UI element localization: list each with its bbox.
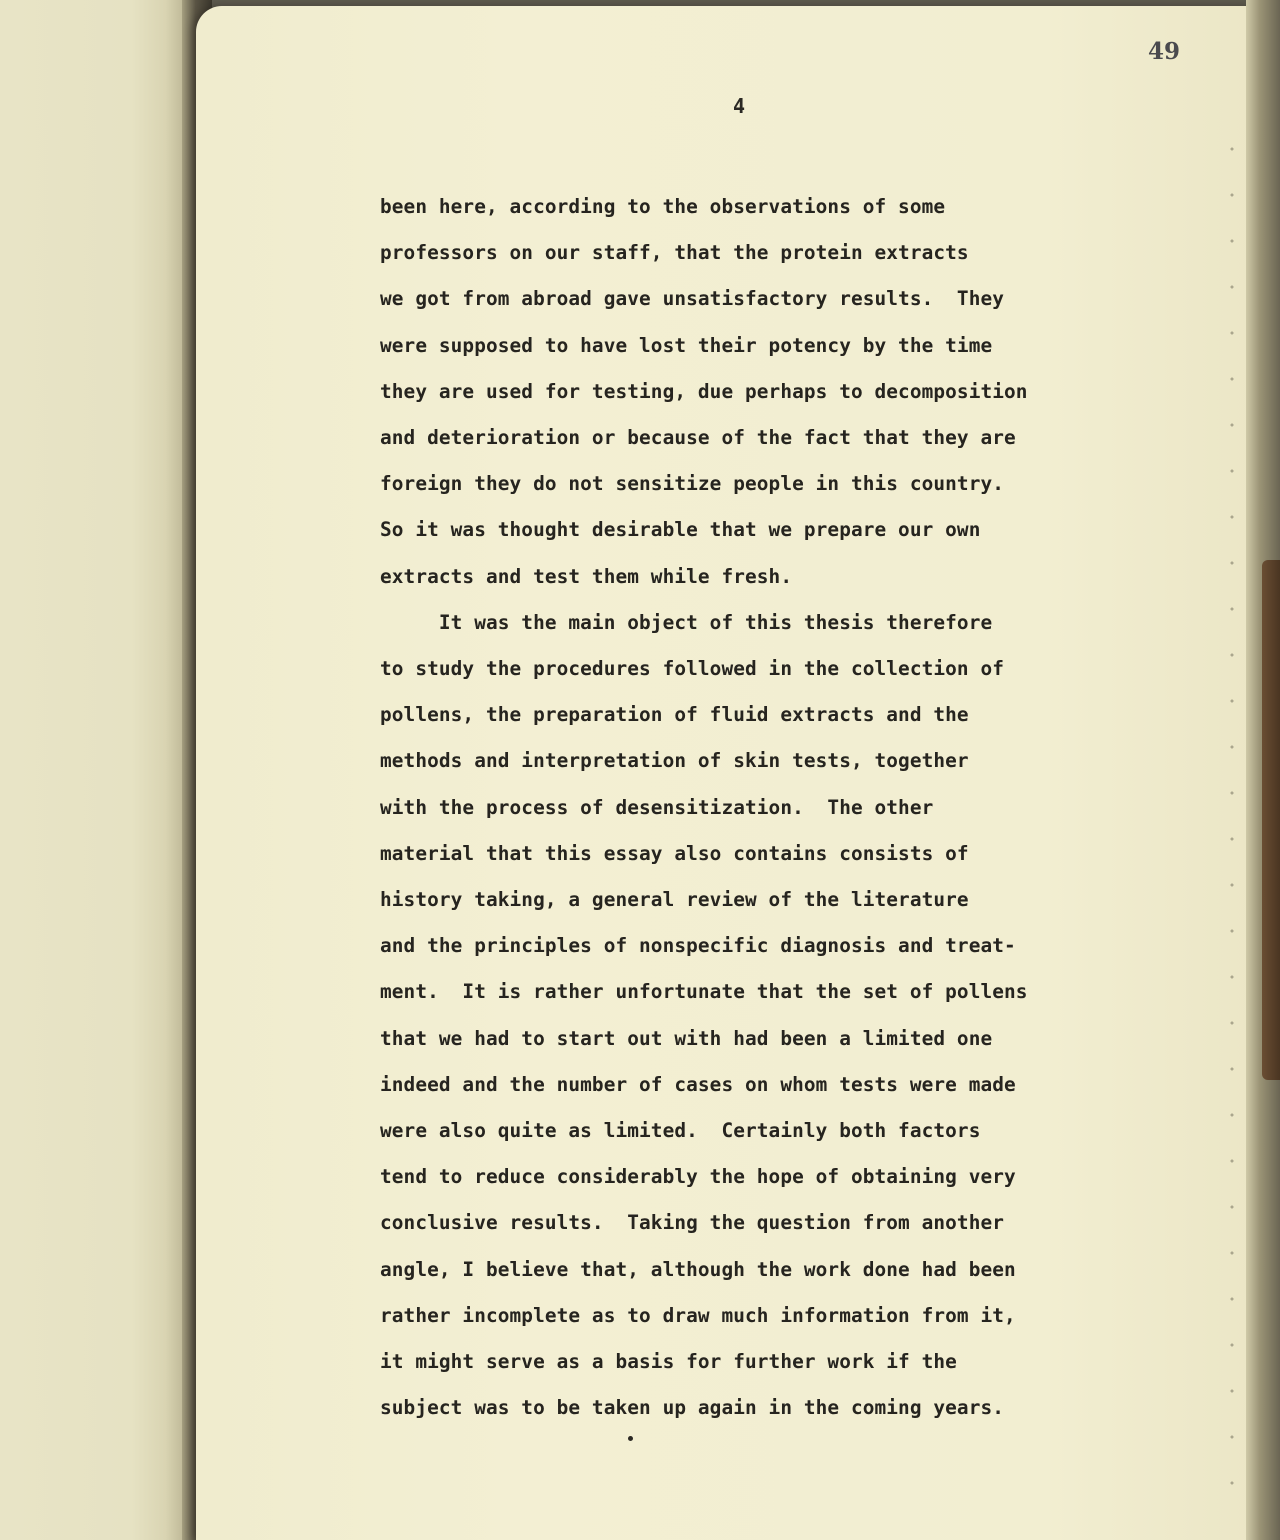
text-line: indeed and the number of cases on whom tests were made bbox=[380, 1072, 1016, 1096]
text-line: extracts and test them while fresh. bbox=[380, 564, 793, 588]
text-line: it might serve as a basis for further work if the bbox=[380, 1350, 957, 1374]
text-line: history taking, a general review of the literature bbox=[380, 888, 969, 912]
binding-strip bbox=[1262, 560, 1280, 1080]
text-line: foreign they do not sensitize people in this country. bbox=[380, 472, 1005, 496]
text-line: to study the procedures followed in the collection of bbox=[380, 657, 1005, 681]
text-line: were supposed to have lost their potency by the time bbox=[380, 333, 993, 357]
text-line: rather incomplete as to draw much information from it, bbox=[380, 1303, 1016, 1327]
archive-page-number: 49 bbox=[1147, 38, 1180, 65]
text-line: been here, according to the observations of some bbox=[380, 195, 946, 218]
text-line: and deterioration or because of the fact that they are bbox=[380, 426, 1016, 450]
text-line: ment. It is rather unfortunate that the set of pollens bbox=[380, 980, 1028, 1004]
text-line: were also quite as limited. Certainly both factors bbox=[380, 1119, 981, 1143]
text-line: with the process of desensitization. The other bbox=[380, 795, 934, 819]
text-line: conclusive results. Taking the question from another bbox=[380, 1211, 1005, 1235]
text-line: It was the main object of this thesis therefore bbox=[380, 610, 993, 634]
text-line: pollens, the preparation of fluid extracts and the bbox=[380, 703, 969, 727]
text-line: subject was to be taken up again in the coming years. bbox=[380, 1396, 1005, 1420]
text-line: and the principles of nonspecific diagnosis and treat- bbox=[380, 934, 1016, 958]
text-line: angle, I believe that, although the work done had been bbox=[380, 1257, 1016, 1281]
text-line: methods and interpretation of skin tests, together bbox=[380, 749, 969, 773]
text-line: tend to reduce considerably the hope of obtaining very bbox=[380, 1165, 1016, 1189]
margin-specks bbox=[1230, 126, 1234, 1506]
page-number: 4 bbox=[733, 94, 746, 118]
text-line: So it was thought desirable that we prepare our own bbox=[380, 518, 981, 542]
end-mark bbox=[628, 1436, 633, 1441]
text-line: they are used for testing, due perhaps to decomposition bbox=[380, 379, 1028, 403]
text-line: professors on our staff, that the protein extracts bbox=[380, 241, 969, 265]
text-line: we got from abroad gave unsatisfactory results. They bbox=[380, 287, 1005, 311]
text-line: material that this essay also contains consists of bbox=[380, 841, 969, 865]
body-text bbox=[380, 184, 1160, 1431]
text-line: that we had to start out with had been a limited one bbox=[380, 1026, 993, 1050]
facing-page bbox=[0, 0, 188, 1540]
typed-page bbox=[196, 6, 1256, 1540]
